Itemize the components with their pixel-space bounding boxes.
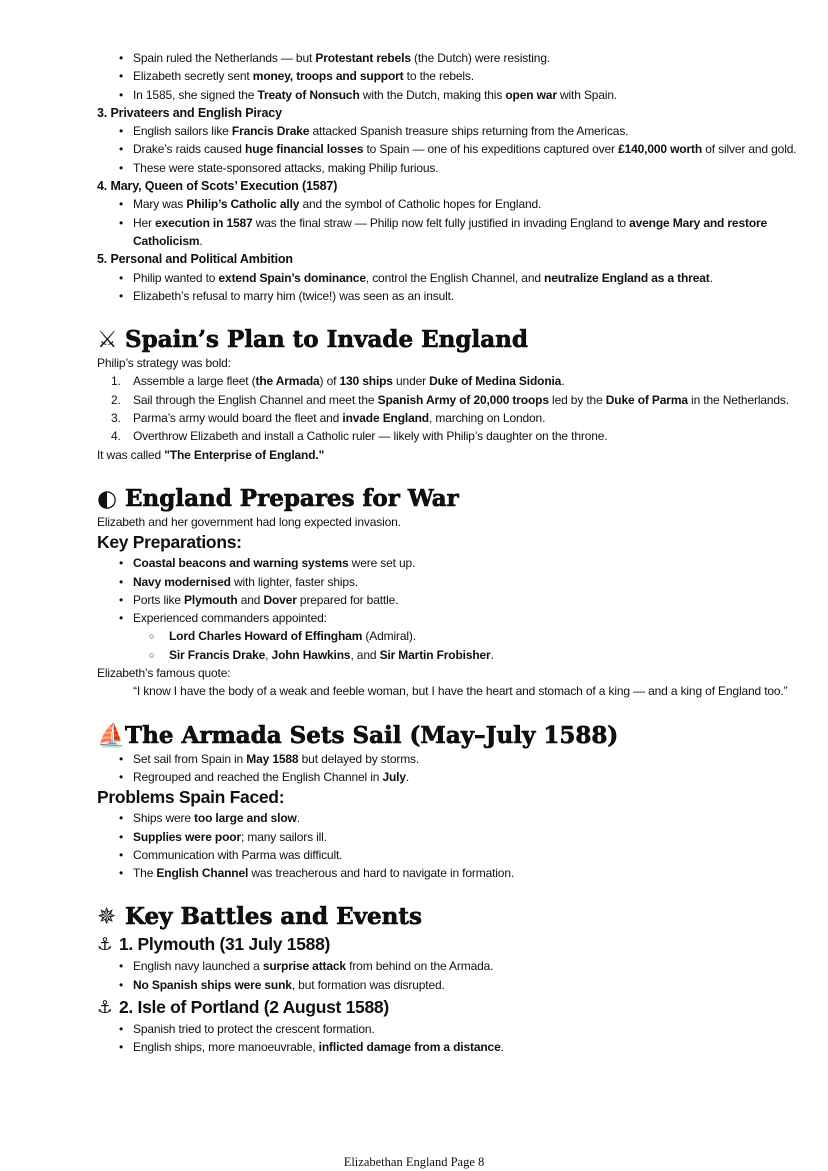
paragraph	[97, 664, 817, 682]
text: Ports like	[133, 592, 185, 607]
text: Philip wanted to	[133, 270, 219, 285]
paragraph	[97, 513, 817, 531]
paragraph	[97, 446, 817, 464]
text: , control the English Channel, and	[365, 270, 545, 285]
text: ) of	[319, 374, 340, 389]
text: Assemble a large fleet (	[133, 374, 256, 389]
bold-text: execution in 1587	[155, 215, 253, 230]
text: prepared for battle.	[296, 592, 399, 607]
text: 4. Mary, Queen of Scots’ Execution (1587)	[97, 179, 338, 194]
subheading	[97, 786, 817, 809]
text: Elizabeth’s famous quote:	[97, 666, 231, 681]
bold-text: £140,000 worth	[618, 142, 703, 157]
subsection-heading	[97, 104, 817, 122]
bullet-item	[97, 287, 817, 305]
item-number: 2.	[111, 392, 121, 407]
explosion-icon: ✵	[97, 904, 117, 931]
bold-text: neutralize England as a threat	[544, 270, 710, 285]
bullet-item	[97, 976, 817, 994]
bullet-item	[97, 864, 817, 882]
bold-text: Dover	[263, 592, 297, 607]
sub-bullet-item	[97, 646, 817, 664]
bold-text: English Channel	[156, 866, 249, 881]
bold-text: Duke of Parma	[605, 392, 688, 407]
bold-text: Protestant rebels	[315, 51, 411, 65]
text: Overthrow Elizabeth and install a Catholic ruler — likely with Philip’s daughter on the throne.	[133, 429, 608, 444]
text: attacked Spanish treasure ships returning from the Americas.	[309, 124, 629, 139]
text: 3. Privateers and English Piracy	[97, 105, 282, 120]
bold-text: Plymouth	[184, 592, 238, 607]
bold-text: Spanish Army of 20,000 troops	[377, 392, 549, 407]
text: Spanish tried to protect the crescent formation.	[133, 1021, 375, 1036]
bold-text: No Spanish ships were sunk	[133, 977, 292, 992]
text: Key Preparations:	[97, 532, 242, 553]
numbered-item	[97, 427, 817, 445]
text: ,	[265, 647, 272, 662]
battle-heading	[97, 933, 817, 957]
text: but delayed by storms.	[298, 751, 420, 766]
bullet-item	[97, 159, 817, 177]
bold-text: surprise attack	[262, 959, 346, 974]
numbered-item	[97, 391, 817, 409]
text: .	[199, 233, 203, 248]
text: 5. Personal and Political Ambition	[97, 252, 293, 267]
bullet-item	[97, 846, 817, 864]
text: Regrouped and reached the English Channel in	[133, 769, 383, 784]
bullet-item	[97, 554, 817, 572]
bullet-item	[97, 573, 817, 591]
text: ; many sailors ill.	[241, 829, 327, 844]
text: with lighter, faster ships.	[230, 574, 358, 589]
section-heading	[97, 903, 817, 931]
text: Communication with Parma was difficult.	[133, 847, 343, 862]
text: with the Dutch, making this	[359, 87, 506, 102]
text: 1. Plymouth (31 July 1588)	[119, 934, 331, 955]
bold-text: too large and slow	[194, 811, 297, 826]
bullet-item	[97, 828, 817, 846]
bold-text: invade England	[342, 411, 429, 426]
ship-icon: ⛵	[97, 722, 126, 749]
bold-text: Treaty of Nonsuch	[257, 87, 360, 102]
text: in the Netherlands.	[687, 392, 789, 407]
text: and	[237, 592, 264, 607]
section-heading	[97, 722, 817, 750]
bullet-item	[97, 140, 817, 158]
bullet-item	[97, 195, 817, 213]
text: .	[561, 374, 565, 389]
bold-text: Sir Martin Frobisher	[379, 647, 491, 662]
bullet-item	[97, 122, 817, 140]
bold-text: 130 ships	[339, 374, 393, 389]
text: .	[296, 811, 300, 826]
bold-text: Supplies were poor	[133, 829, 241, 844]
text: Spain ruled the Netherlands — but	[133, 51, 316, 65]
text: Elizabeth secretly sent	[133, 69, 253, 84]
text: Elizabeth’s refusal to marry him (twice!) was seen as an insult.	[133, 288, 454, 303]
text: It was called	[97, 447, 165, 462]
subsection-heading	[97, 250, 817, 268]
bullet-item	[97, 86, 817, 104]
text: Spain’s Plan to Invade England	[125, 326, 528, 354]
text: under	[392, 374, 430, 389]
bold-text: extend Spain’s dominance	[218, 270, 366, 285]
bold-text: inflicted damage from a distance	[318, 1040, 501, 1055]
text: with Spain.	[556, 87, 618, 102]
text: Parma’s army would board the fleet and	[133, 411, 343, 426]
bold-text: Duke of Medina Sidonia	[429, 374, 562, 389]
text: , and	[350, 647, 380, 662]
text: Drake’s raids caused	[133, 142, 246, 157]
document-body	[97, 49, 817, 1057]
bold-text: open war	[505, 87, 557, 102]
sub-bullet-item	[97, 627, 817, 645]
text: Philip’s strategy was bold:	[97, 356, 231, 371]
text: (Admiral).	[362, 629, 416, 644]
text: The	[133, 866, 157, 881]
bullet-item	[97, 768, 817, 786]
text: The Armada Sets Sail (May–July 1588)	[125, 721, 619, 749]
crossed-swords-icon: ⚔	[97, 327, 118, 354]
bullet-item	[97, 750, 817, 768]
subheading	[97, 531, 817, 554]
text: to Spain — one of his expeditions captured over	[363, 142, 619, 157]
shield-icon: ◐	[97, 485, 118, 512]
bold-text: Coastal beacons and warning systems	[133, 556, 349, 571]
text: .	[405, 769, 410, 784]
bold-text: avenge Mary and restore Catholicism	[133, 215, 768, 248]
bold-text: the Armada	[255, 374, 320, 389]
bullet-item	[97, 214, 817, 251]
bold-text: Sir Francis Drake	[169, 647, 266, 662]
anchor-icon: ⚓	[97, 997, 113, 1018]
bold-text: John Hawkins	[271, 647, 351, 662]
text: In 1585, she signed the	[133, 87, 258, 102]
bold-text: Navy modernised	[133, 574, 231, 589]
bold-text: Lord Charles Howard of Effingham	[169, 629, 363, 644]
item-number: 3.	[111, 411, 121, 426]
text: Ships were	[133, 811, 195, 826]
anchor-icon: ⚓	[97, 935, 113, 956]
bold-text: Francis Drake	[231, 124, 310, 139]
text: (the Dutch) were resisting.	[410, 51, 551, 65]
section-heading	[97, 485, 817, 513]
text: were set up.	[348, 556, 416, 571]
text: to the rebels.	[403, 69, 474, 84]
text: English navy launched a	[133, 959, 263, 974]
text: and the symbol of Catholic hopes for England.	[299, 197, 542, 212]
text: led by the	[548, 392, 606, 407]
text: Sail through the English Channel and meet the	[133, 392, 378, 407]
battle-heading	[97, 996, 817, 1020]
text: English sailors like	[133, 124, 232, 139]
bold-text: money, troops and support	[252, 69, 404, 84]
text: was the final straw — Philip now felt fully justified in invading England to	[252, 215, 630, 230]
text: English ships, more manoeuvrable,	[133, 1040, 319, 1055]
bold-text: huge financial losses	[245, 142, 364, 157]
paragraph	[97, 354, 817, 372]
bullet-item	[97, 591, 817, 609]
text: , marching on London.	[428, 411, 546, 426]
text: Experienced commanders appointed:	[133, 611, 327, 626]
subsection-heading	[97, 177, 817, 195]
text: 2. Isle of Portland (2 August 1588)	[119, 996, 389, 1017]
text: Set sail from Spain in	[133, 751, 247, 766]
bullet-item	[97, 957, 817, 975]
text: , but formation was disrupted.	[291, 977, 445, 992]
text: England Prepares for War	[125, 484, 459, 512]
numbered-item	[97, 409, 817, 427]
bold-text: Philip’s Catholic ally	[186, 197, 300, 212]
bullet-item	[97, 1038, 817, 1056]
bullet-item	[97, 67, 817, 85]
text: was treacherous and hard to navigate in formation.	[248, 866, 515, 881]
numbered-item	[97, 372, 817, 390]
text: .	[500, 1040, 504, 1055]
bullet-item	[97, 609, 817, 627]
item-number: 4.	[111, 429, 121, 444]
bullet-item	[97, 1020, 817, 1038]
item-number: 1.	[111, 374, 121, 389]
text: of silver and gold.	[702, 142, 797, 157]
text: Key Battles and Events	[125, 903, 422, 931]
text: Problems Spain Faced:	[97, 787, 285, 808]
text: Her	[133, 215, 156, 230]
text: Mary was	[133, 197, 187, 212]
bullet-item	[97, 809, 817, 827]
text: Elizabeth and her government had long expected invasion.	[97, 514, 401, 529]
text: .	[709, 270, 713, 285]
bullet-item	[97, 49, 817, 67]
section-heading	[97, 326, 817, 354]
bold-text: May 1588	[246, 751, 299, 766]
text: These were state-sponsored attacks, making Philip furious.	[133, 160, 439, 175]
bold-text: July	[382, 769, 406, 784]
bold-text: "The Enterprise of England."	[164, 447, 325, 462]
quote	[97, 682, 817, 700]
page-footer: Elizabethan England Page 8	[343, 1155, 485, 1169]
text: .	[490, 647, 494, 662]
text: “I know I have the body of a weak and feeble woman, but I have the heart and stomach of a king — and a king of England too.”	[133, 684, 788, 699]
text: from behind on the Armada.	[345, 959, 494, 974]
bullet-item	[97, 269, 817, 287]
